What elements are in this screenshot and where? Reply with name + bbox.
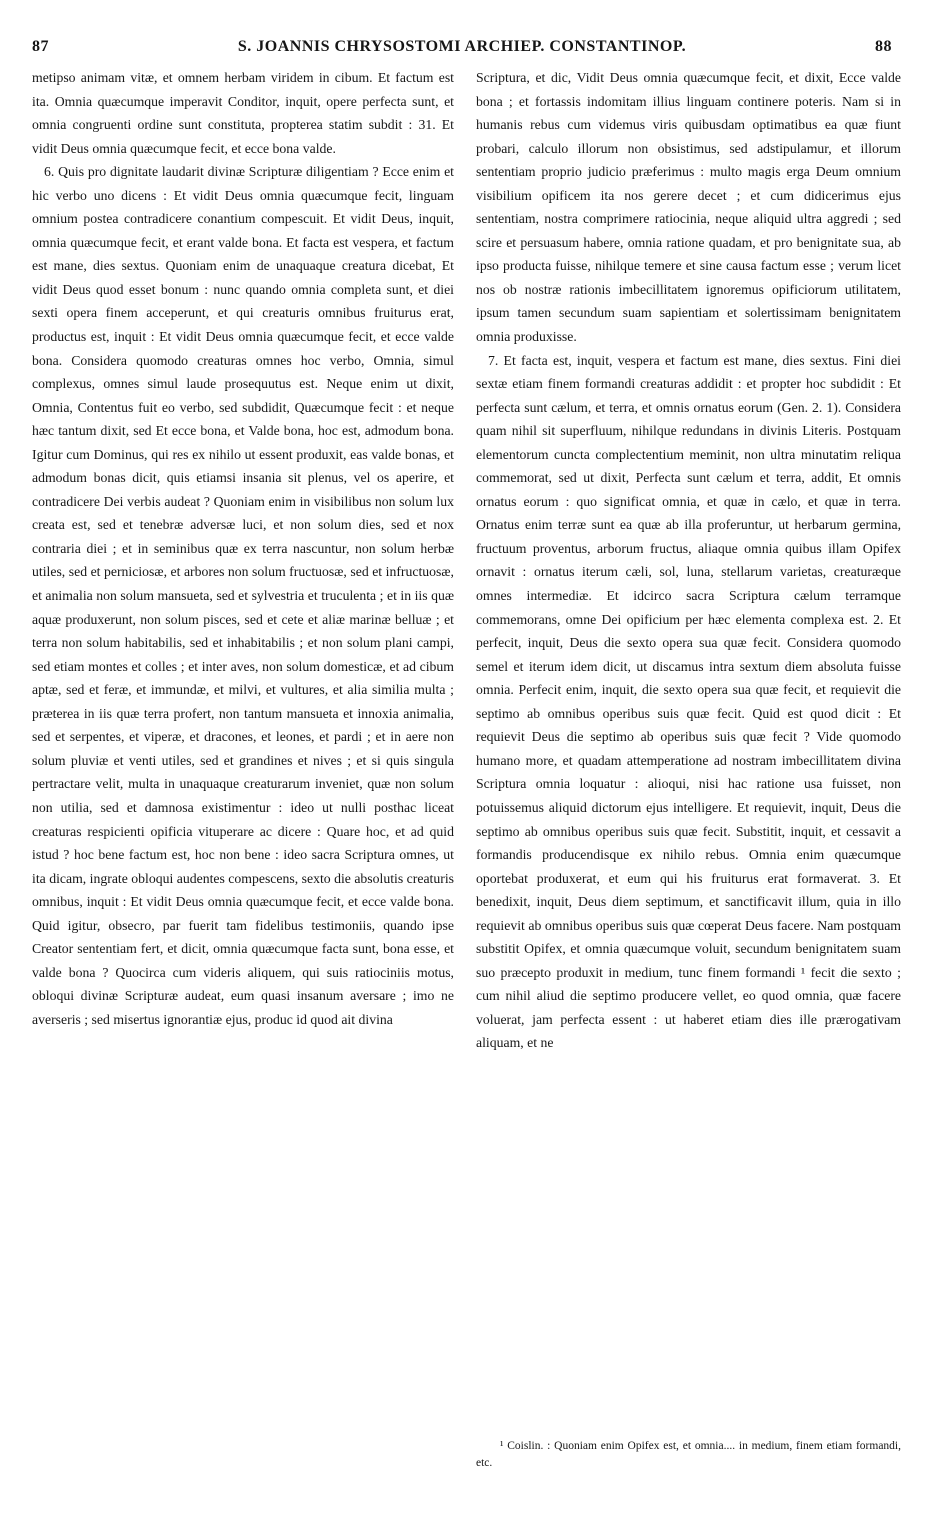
running-title: S. JOANNIS CHRYSOSTOMI ARCHIEP. CONSTANTINOP.: [237, 38, 687, 55]
footnote-text: ¹ Coislin. : Quoniam enim Opifex est, et omnia.... in medium, finem etiam formandi, etc.: [476, 1440, 901, 1469]
running-header: [32, 38, 892, 62]
right-column: [476, 66, 901, 1055]
paragraph: metipso animam vitæ, et omnem herbam viridem in cibum. Et factum est ita. Omnia quæcumque imperavit Conditor, inquit, opere perfecta sunt, et omnia congruenti ordine sunt constituta, propterea statim subdit : 31. Et vidit Deus omnia quæcumque fecit, et ecce bona valde.: [32, 70, 454, 156]
footnote: [476, 1438, 901, 1472]
paragraph: 6. Quis pro dignitate laudarit divinæ Scripturæ diligentiam ? Ecce enim et hic verbo uno dicens : Et vidit Deus omnia quæcumque fecit, linguam omnium postea contradicere conantium compescuit. Et vidit Deus, inquit, omnia quæcumque fecit, et erant valde bona. Et facta est vespera, et factum est mane, dies sextus. Quoniam enim de unaquaque creatura dicebat, Et vidit Deus quod esset bonum : nunc quando omnia completa sunt, et diei sexti opera finem acceperunt, et qui creaturis omnibus fruiturus erat, productus est, inquit : Et vidit Deus omnia quæcumque fecit, et ecce valde bona. Considera quomodo creaturas omnes hoc verbo, Omnia, simul complexus, omnes simul laude prosequutus est. Neque enim ut dixit, Omnia, Contentus fuit eo verbo, sed subdidit, Quæcumque fecit : et neque hæc tantum dixit, sed Et ecce bona, et Valde bona, hoc est, admodum bona. Igitur cum Dominus, qui res ex nihilo ut essent produxit, eas valde bonas, et admodum bonas dicit, quis etiamsi insania sit plenus, vel os aperire, et contradicere Dei verbis audeat ? Quoniam enim in visibilibus non solum lux creata est, sed et tenebræ adversæ luci, et non solum dies, sed et nox contraria diei ; et in seminibus quæ ex terra nascuntur, non solum herbæ utiles, sed et perniciosæ, et arbores non solum fructuosæ, sed et infructuosæ, et animalia non solum mansueta, sed et sylvestria et truculenta ; et in iis quæ aquæ produxerunt, non solum pisces, sed et cete et aliæ marinæ belluæ ; et terra non solum habitabilis, sed et inhabitabilis ; et non solum plani campi, sed etiam montes et colles ; et inter aves, non solum domesticæ, et ad cibum aptæ, sed et feræ, et immundæ, et milvi, et vultures, et alia similia multa ; præterea in iis quæ terra profert, non tantum mansueta et innoxia animalia, sed et serpentes, et viperæ, et dracones, et leones, et pardi ; et in aere non solum pluviæ et venti utiles, sed et grandines et nives ; et si quis singula pertractare velit, multa in unaquaque creaturarum inveniet, quæ non solum non utilia, sed et damnosa existimentur : ideo ut nulli posthac liceat creaturas respicienti opificia vituperare ac dicere : Quare hoc, et ad quid istud ? hoc bene factum est, hoc non bene : ideo sacra Scriptura omnes, ut ita dicam, ingrate obloqui audentes compescens, sexto die absolutis creaturis omnibus, inquit : Et vidit Deus omnia quæcumque fecit, et ecce valde bona. Quid igitur, obsecro, par fuerit tam fidelibus testimoniis, quando ipse Creator sententiam fert, et dicit, omnia quæcumque facta sunt, bona esse, et valde bona ? Quocirca cum videris aliquem, qui suis ratiociniis motus, obloqui divinæ Scripturæ audeat, eum quasi insanum aversare ; imo ne averseris ; sed misertus ignorantiæ ejus, produc id quod ait divina: [32, 164, 454, 1027]
left-column: [32, 66, 454, 1031]
page-number-left: 87: [32, 38, 49, 55]
paragraph: Scriptura, et dic, Vidit Deus omnia quæcumque fecit, et dixit, Ecce valde bona ; et fortassis indomitam illius linguam continere poteris. Nam si in humanis rebus cum videmus viris quibusdam optimatibus ea quæ fiunt probari, calculo illorum non obsistimus, sed adstipulamur, et illorum sententiam proprio judicio præferimus : multo magis erga Deum omnium visibilium opificem ita nos gerere decet ; et cum didicerimus ejus sententiam, nostra comprimere ratiocinia, neque aliquid ultra aggredi ; sed scire et persuasum habere, omnia ratione quadam, et pro benignitate sua, ab ipso producta fuisse, nihilque temere et sine causa factum esse ; verum licet nos ob nostræ rationis imbecillitatem ignoremus opificiorum utilitatem, ipsum tamen secundum suam sapientiam et solertissimam benignitatem omnia produxisse.: [476, 70, 901, 345]
page-number-right: 88: [875, 38, 892, 55]
paragraph: 7. Et facta est, inquit, vespera et factum est mane, dies sextus. Fini diei sextæ etiam finem formandi creaturas addidit : et propter hoc subdidit : Et perfecta sunt cælum, et terra, et omnis ornatus eorum (Gen. 2. 1). Considera quam nihil sit superfluum, nihilque redundans in divinis Literis. Postquam elementorum cuncta complectentium meminit, non ultra minutatim reliqua commemorat, sed ut dixit, Perfecta sunt cælum et terra, addit, Et omnis ornatus eorum : quo significat omnia, et quæ in cælo, et quæ in terra. Ornatus enim terræ sunt ea quæ ab illa proferuntur, ut herbarum germina, fructuum proventus, arborum fructus, aliaque omnia quibus illam Opifex ornavit : ornatus iterum cæli, sol, luna, stellarum varietas, creaturæque omnes intermediæ. Et idcirco sacra Scriptura cælum terramque commemorans, omne Dei opificium per hæc elementa complexa est. 2. Et perfecit, inquit, Deus die sexto opera sua quæ fecit. Considera quomodo semel et iterum idem dicit, ut discamus intra sextum diem absoluta fuisse omnia. Perfecit enim, inquit, die sexto opera sua quæ fecit, et requievit die septimo ab omnibus operibus suis quæ fecit. Quid est quod dicit : Et requievit Deus die septimo ab operibus suis quæ fecit ? Vide quomodo humano more, et quadam attemperatione ad nostram imbecillitatem divina Scriptura omnia loquatur : alioqui, nisi hac ratione usa fuisset, non potuissemus aliquid dictorum ejus intelligere. Et requievit, inquit, Deus die septimo ab omnibus operibus suis quæ fecit. Substitit, inquit, et cessavit a formandis producendisque ex nihilo rebus. Omnia enim quæcumque oportebat produxerat, et eum qui his fruiturus erat formaverat. 3. Et benedixit, inquit, Deus diem septimum, et sanctificavit illum, quia in illo requievit ab omnibus operibus suis quæ cœperat Deus facere. Nam postquam substitit Opifex, et omnia quæcumque voluit, secundum benignitatem suam suo præcepto produxit in medium, tunc finem formandi ¹ fecit die sexto ; cum nihil aliud die septimo producere vellet, eo quod omnia, quæ facere voluerat, jam perfecta essent : ut haberet etiam dies ille prærogativam aliquam, et ne: [476, 352, 901, 1051]
